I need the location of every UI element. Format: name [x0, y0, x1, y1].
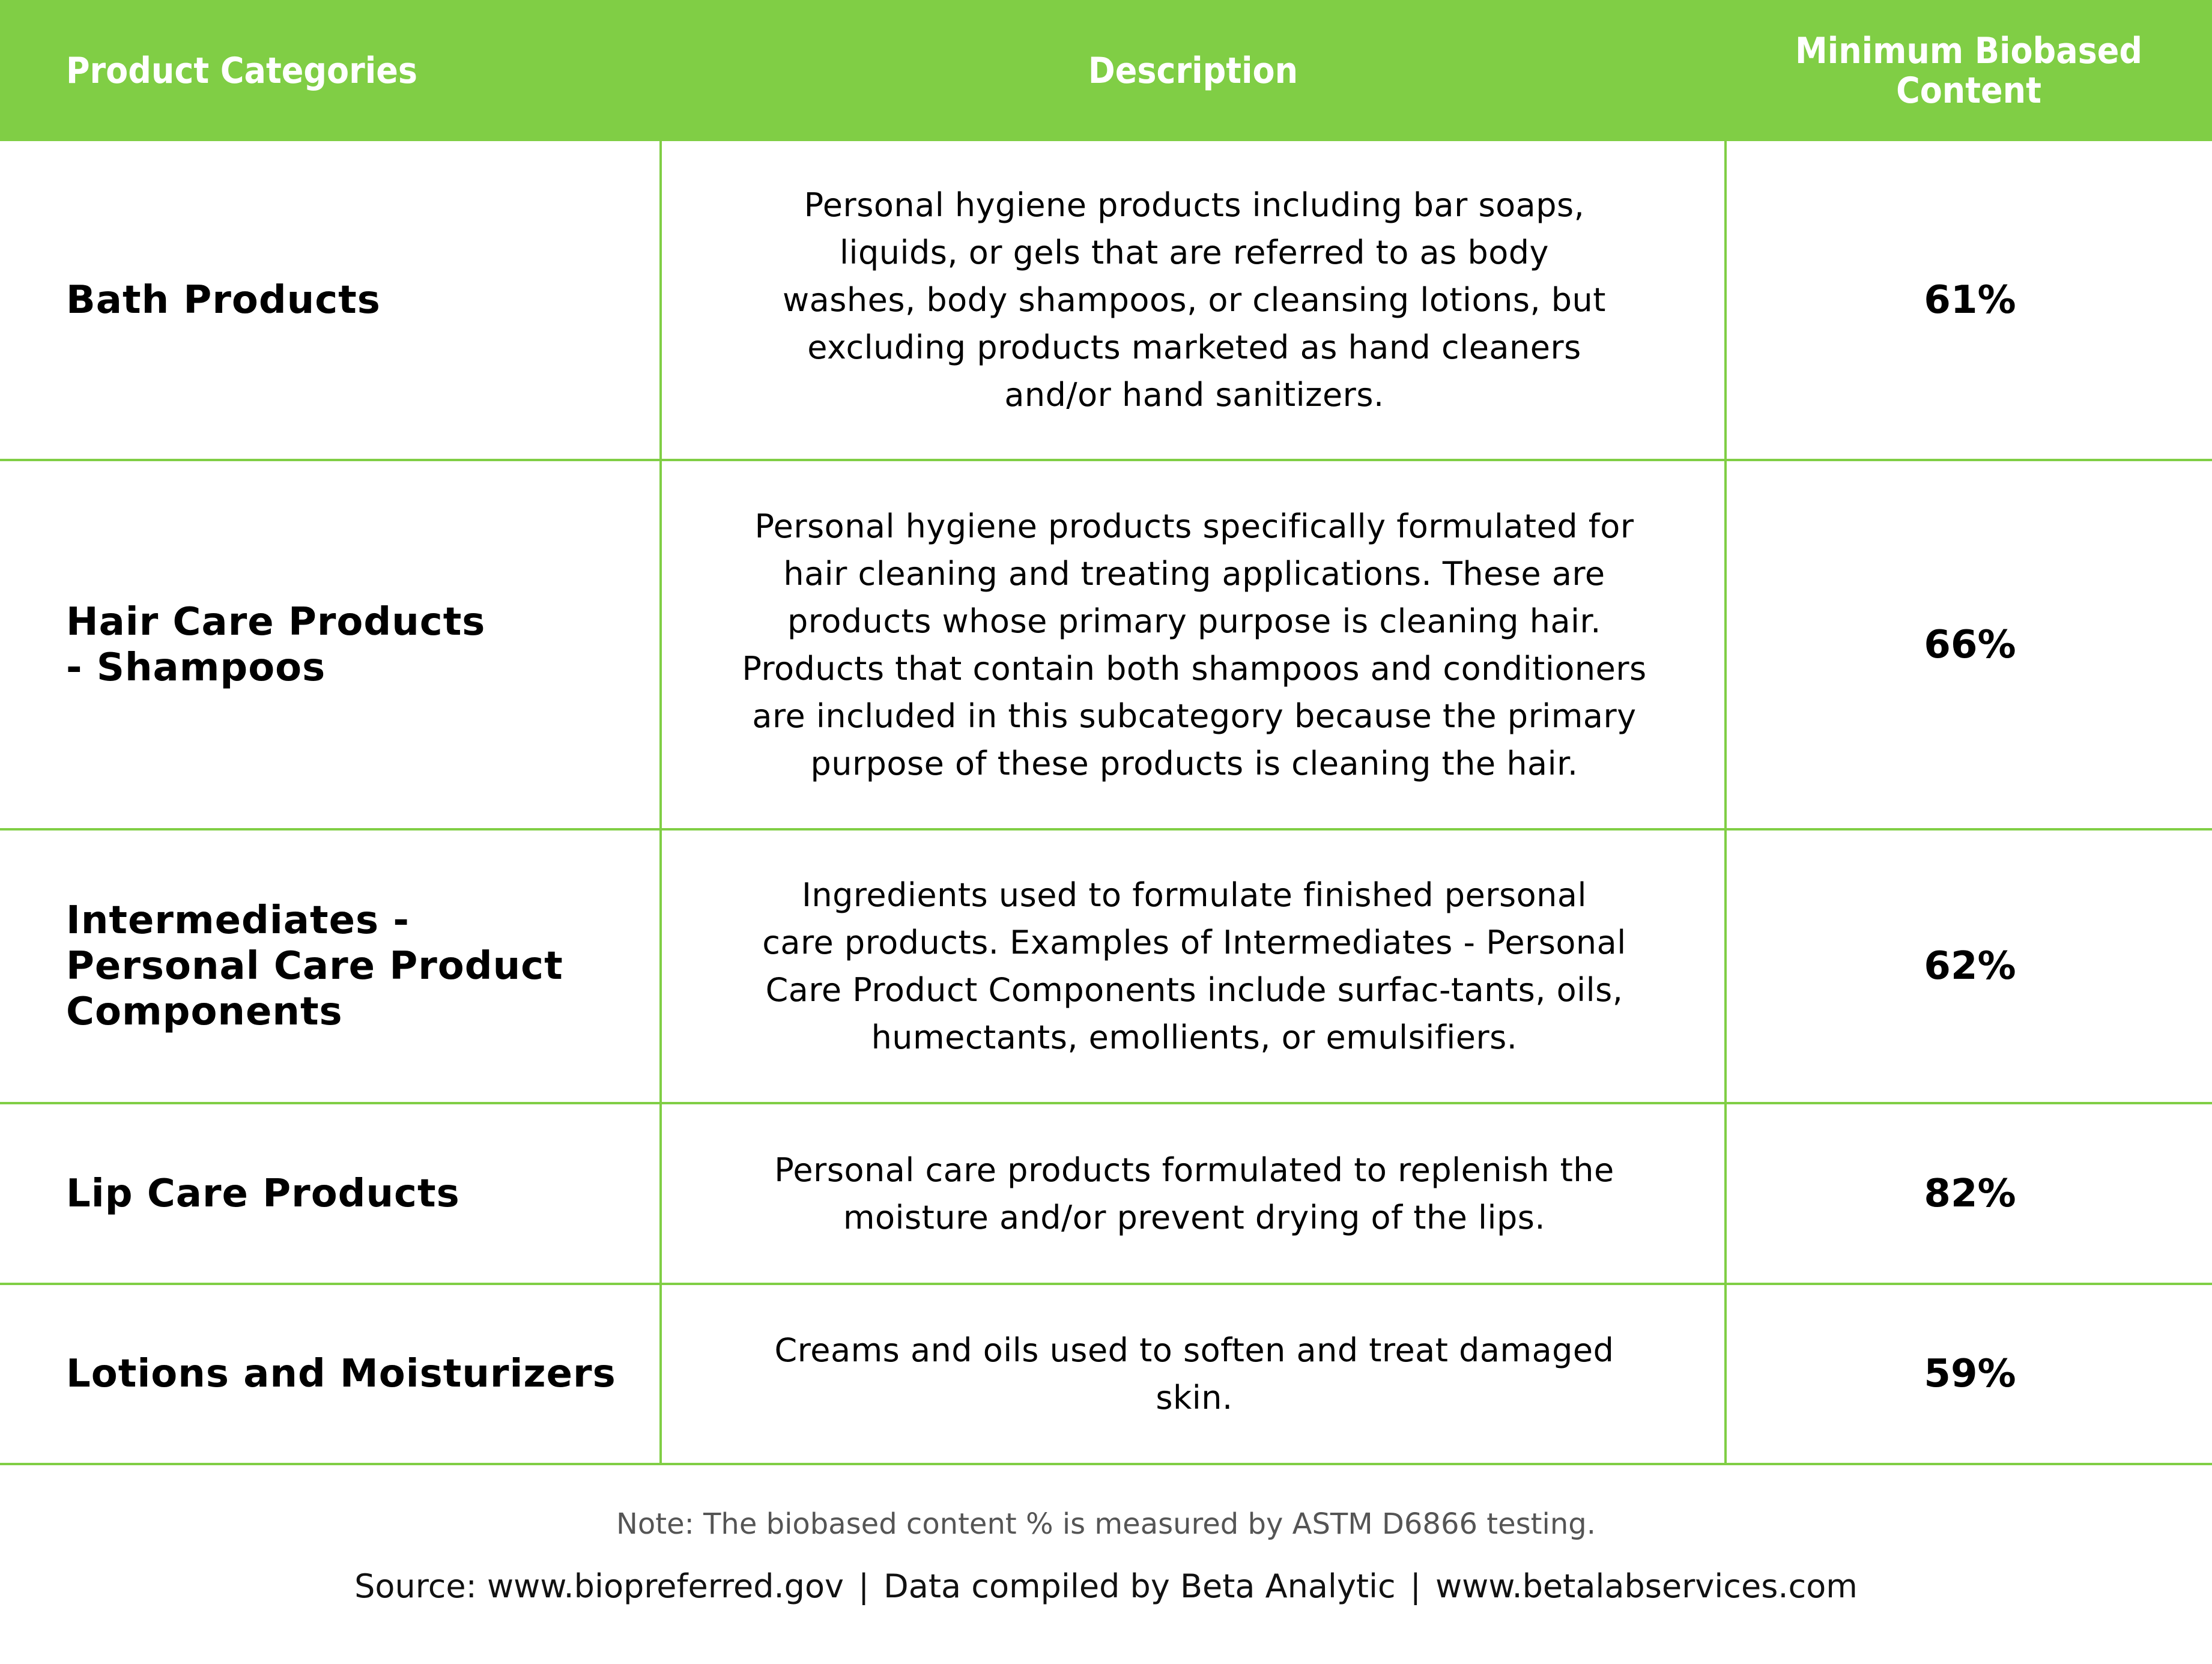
category-cell: Lotions and Moisturizers [66, 1352, 616, 1396]
description-text: Personal care products formulated to replenish the moisture and/or prevent drying of the lips. [774, 1151, 1614, 1236]
category-text: Hair Care Products - Shampoos [66, 599, 486, 690]
header-minimum-biobased-content [1726, 0, 2212, 141]
biobased-value-cell: 62% [1924, 944, 2016, 988]
description-text: Ingredients used to formulate finished personal care products. Examples of Intermediates - Personal Care Product Components include surfac-tants, oils, humectants, emollients, or emulsifiers. [762, 876, 1626, 1056]
header-description: Description [1088, 49, 1298, 92]
category-cell [66, 830, 643, 1102]
separator: | [858, 1567, 870, 1605]
description-text: Creams and oils used to soften and treat damaged skin. [774, 1331, 1614, 1417]
column-divider [659, 141, 662, 1465]
separator: | [1410, 1567, 1421, 1605]
table-row [0, 830, 2212, 1104]
description-text: Personal hygiene products specifically formulated for hair cleaning and treating applications. These are products whose primary purpose is cleaning hair. Products that contain both shampoos and conditioners are included in this subcategory because the primary purpose of these products is cleaning the hair. [742, 507, 1647, 782]
biobased-value-cell: 66% [1924, 622, 2016, 667]
website-link[interactable]: www.betalabservices.com [1435, 1567, 1858, 1605]
category-cell [66, 461, 643, 828]
description-cell [663, 1104, 1726, 1283]
category-cell: Bath Products [66, 277, 381, 322]
table-row [0, 1285, 2212, 1465]
category-cell: Lip Care Products [66, 1171, 460, 1216]
compiled-by: Data compiled by Beta Analytic [883, 1567, 1396, 1605]
description-cell [663, 830, 1726, 1102]
table-row [0, 141, 2212, 461]
description-cell [663, 141, 1726, 459]
description-cell [663, 461, 1726, 828]
table-row [0, 1104, 2212, 1285]
description-text: Personal hygiene products including bar soaps, liquids, or gels that are referred to as body washes, body shampoos, or cleansing lotions, but excluding products marketed as hand cleaners and/or hand sanitizers. [783, 186, 1606, 414]
table-header [0, 0, 2212, 141]
header-product-categories: Product Categories [66, 49, 417, 92]
description-cell [663, 1285, 1726, 1463]
biobased-value-cell: 82% [1924, 1171, 2016, 1216]
footnote: Note: The biobased content % is measured by ASTM D6866 testing. [616, 1507, 1596, 1541]
column-divider [1724, 141, 1727, 1465]
biobased-value-cell: 59% [1924, 1352, 2016, 1396]
source-link[interactable]: Source: www.biopreferred.gov [354, 1567, 844, 1605]
category-text: Intermediates - Personal Care Product Components [66, 898, 563, 1034]
source-line [0, 1567, 2212, 1605]
table-row [0, 461, 2212, 830]
header-minimum-biobased-content-label: Minimum Biobased Content [1795, 29, 2143, 112]
biobased-value-cell: 61% [1924, 277, 2016, 322]
